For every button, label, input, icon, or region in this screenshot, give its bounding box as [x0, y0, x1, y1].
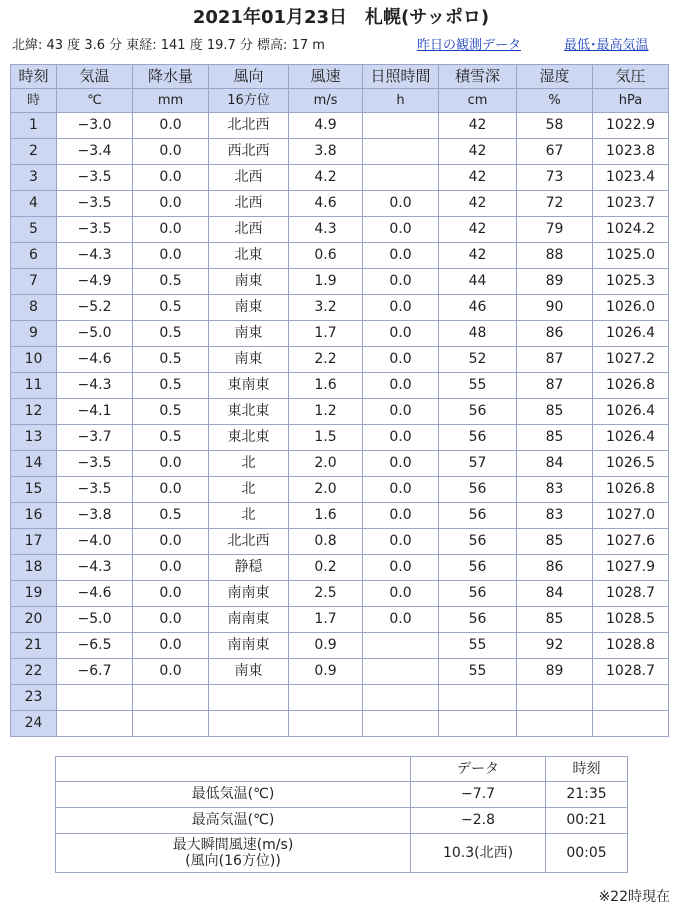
- cell-temperature: −3.5: [57, 451, 133, 477]
- footnote: ※22時現在: [598, 889, 670, 905]
- cell-sunshine: 0.0: [363, 581, 439, 607]
- cell-temperature: −4.3: [57, 243, 133, 269]
- cell-precipitation: 0.5: [133, 399, 209, 425]
- cell-temperature: −4.9: [57, 269, 133, 295]
- cell-sunshine: 0.0: [363, 347, 439, 373]
- cell-wind-direction: 北東: [209, 243, 289, 269]
- cell-snow-depth: [439, 711, 517, 737]
- cell-pressure: [593, 685, 669, 711]
- cell-pressure: 1028.5: [593, 607, 669, 633]
- summary-value: −2.8: [411, 808, 546, 834]
- cell-precipitation: 0.5: [133, 373, 209, 399]
- cell-humidity: 85: [517, 399, 593, 425]
- cell-temperature: −3.5: [57, 217, 133, 243]
- cell-precipitation: 0.0: [133, 529, 209, 555]
- cell-sunshine: 0.0: [363, 295, 439, 321]
- cell-snow-depth: 56: [439, 477, 517, 503]
- cell-wind-direction: 南南東: [209, 581, 289, 607]
- cell-hour: 4: [11, 191, 57, 217]
- cell-hour: 15: [11, 477, 57, 503]
- table-row: [11, 555, 669, 581]
- cell-wind-direction: 西北西: [209, 139, 289, 165]
- unit-row: [11, 89, 669, 113]
- cell-wind-speed: 1.2: [289, 399, 363, 425]
- summary-header-row: [56, 757, 628, 782]
- cell-wind-direction: 北北西: [209, 529, 289, 555]
- cell-hour: 10: [11, 347, 57, 373]
- cell-temperature: [57, 685, 133, 711]
- page-title: 2021年01月23日 札幌(サッポロ): [192, 7, 490, 28]
- table-row: [11, 659, 669, 685]
- cell-hour: 6: [11, 243, 57, 269]
- cell-sunshine: 0.0: [363, 607, 439, 633]
- cell-hour: 19: [11, 581, 57, 607]
- table-row: [11, 113, 669, 139]
- cell-temperature: −4.6: [57, 347, 133, 373]
- cell-temperature: −4.6: [57, 581, 133, 607]
- cell-humidity: 79: [517, 217, 593, 243]
- cell-humidity: 92: [517, 633, 593, 659]
- column-header-snow-depth: 積雪深: [439, 65, 517, 89]
- column-header-temperature: 気温: [57, 65, 133, 89]
- cell-snow-depth: 44: [439, 269, 517, 295]
- cell-humidity: 85: [517, 529, 593, 555]
- cell-pressure: 1028.7: [593, 581, 669, 607]
- cell-wind-speed: [289, 711, 363, 737]
- cell-wind-speed: 1.7: [289, 321, 363, 347]
- table-row: [11, 217, 669, 243]
- cell-wind-direction: 南東: [209, 321, 289, 347]
- table-row: [11, 581, 669, 607]
- cell-humidity: [517, 711, 593, 737]
- cell-humidity: 58: [517, 113, 593, 139]
- cell-humidity: 84: [517, 581, 593, 607]
- summary-header-blank: [56, 757, 411, 782]
- cell-wind-direction: 南東: [209, 295, 289, 321]
- cell-sunshine: 0.0: [363, 477, 439, 503]
- cell-snow-depth: 52: [439, 347, 517, 373]
- cell-sunshine: [363, 633, 439, 659]
- cell-snow-depth: 57: [439, 451, 517, 477]
- cell-hour: 3: [11, 165, 57, 191]
- column-header-pressure: 気圧: [593, 65, 669, 89]
- cell-wind-speed: 2.2: [289, 347, 363, 373]
- cell-wind-speed: 2.0: [289, 477, 363, 503]
- summary-row-max-temp: [56, 808, 628, 834]
- summary-header-time: 時刻: [546, 757, 628, 782]
- cell-pressure: 1026.4: [593, 321, 669, 347]
- cell-wind-speed: 0.9: [289, 633, 363, 659]
- cell-wind-direction: 南東: [209, 347, 289, 373]
- summary-label: 最低気温(℃): [56, 782, 411, 808]
- cell-wind-direction: 東北東: [209, 399, 289, 425]
- table-row: [11, 347, 669, 373]
- cell-temperature: −5.2: [57, 295, 133, 321]
- table-row: [11, 139, 669, 165]
- cell-temperature: −4.3: [57, 555, 133, 581]
- cell-sunshine: 0.0: [363, 529, 439, 555]
- cell-precipitation: 0.0: [133, 165, 209, 191]
- cell-pressure: 1027.9: [593, 555, 669, 581]
- cell-temperature: −3.5: [57, 191, 133, 217]
- column-header-humidity: 湿度: [517, 65, 593, 89]
- cell-sunshine: 0.0: [363, 191, 439, 217]
- summary-label: 最高気温(℃): [56, 808, 411, 834]
- column-header-sunshine: 日照時間: [363, 65, 439, 89]
- cell-hour: 18: [11, 555, 57, 581]
- cell-hour: 1: [11, 113, 57, 139]
- cell-precipitation: 0.5: [133, 269, 209, 295]
- cell-hour: 11: [11, 373, 57, 399]
- cell-precipitation: 0.0: [133, 555, 209, 581]
- cell-pressure: 1028.8: [593, 633, 669, 659]
- summary-time: 00:21: [546, 808, 628, 834]
- cell-snow-depth: 56: [439, 399, 517, 425]
- cell-hour: 7: [11, 269, 57, 295]
- cell-precipitation: 0.0: [133, 451, 209, 477]
- cell-wind-speed: 1.7: [289, 607, 363, 633]
- cell-temperature: −3.5: [57, 477, 133, 503]
- cell-humidity: 72: [517, 191, 593, 217]
- cell-precipitation: 0.0: [133, 139, 209, 165]
- column-header-wind-speed: 風速: [289, 65, 363, 89]
- cell-snow-depth: 42: [439, 139, 517, 165]
- table-row: [11, 633, 669, 659]
- cell-hour: 23: [11, 685, 57, 711]
- table-row: [11, 295, 669, 321]
- cell-sunshine: [363, 139, 439, 165]
- cell-wind-speed: 4.2: [289, 165, 363, 191]
- cell-wind-speed: 1.6: [289, 373, 363, 399]
- table-row: [11, 451, 669, 477]
- summary-value: −7.7: [411, 782, 546, 808]
- cell-pressure: 1027.6: [593, 529, 669, 555]
- cell-wind-speed: 4.6: [289, 191, 363, 217]
- min-max-temperature-link[interactable]: 最低･最高気温: [564, 38, 649, 53]
- table-row: [11, 191, 669, 217]
- cell-temperature: −3.7: [57, 425, 133, 451]
- table-row: [11, 399, 669, 425]
- cell-snow-depth: 55: [439, 373, 517, 399]
- table-row: [11, 607, 669, 633]
- cell-pressure: 1026.5: [593, 451, 669, 477]
- cell-hour: 5: [11, 217, 57, 243]
- cell-humidity: 89: [517, 659, 593, 685]
- cell-temperature: −5.0: [57, 607, 133, 633]
- cell-hour: 13: [11, 425, 57, 451]
- cell-pressure: 1023.7: [593, 191, 669, 217]
- cell-pressure: 1023.8: [593, 139, 669, 165]
- summary-time: 21:35: [546, 782, 628, 808]
- daily-summary-table: [55, 756, 628, 873]
- cell-snow-depth: 48: [439, 321, 517, 347]
- cell-humidity: 90: [517, 295, 593, 321]
- cell-pressure: 1024.2: [593, 217, 669, 243]
- cell-sunshine: 0.0: [363, 425, 439, 451]
- cell-temperature: −5.0: [57, 321, 133, 347]
- cell-wind-direction: 北西: [209, 217, 289, 243]
- cell-wind-speed: 0.6: [289, 243, 363, 269]
- summary-row-min-temp: [56, 782, 628, 808]
- cell-hour: 9: [11, 321, 57, 347]
- cell-pressure: 1028.7: [593, 659, 669, 685]
- table-row: [11, 685, 669, 711]
- unit-wind-speed: m/s: [289, 89, 363, 113]
- summary-row-max-gust: [56, 834, 628, 873]
- cell-snow-depth: 42: [439, 113, 517, 139]
- cell-precipitation: [133, 711, 209, 737]
- cell-wind-direction: 南東: [209, 659, 289, 685]
- cell-hour: 16: [11, 503, 57, 529]
- cell-pressure: 1026.8: [593, 373, 669, 399]
- cell-pressure: 1026.4: [593, 399, 669, 425]
- cell-snow-depth: 55: [439, 659, 517, 685]
- cell-precipitation: 0.0: [133, 607, 209, 633]
- summary-time: 00:05: [546, 834, 628, 873]
- cell-hour: 2: [11, 139, 57, 165]
- cell-sunshine: [363, 113, 439, 139]
- cell-precipitation: 0.0: [133, 477, 209, 503]
- cell-pressure: 1027.2: [593, 347, 669, 373]
- cell-humidity: 67: [517, 139, 593, 165]
- cell-snow-depth: 46: [439, 295, 517, 321]
- cell-sunshine: 0.0: [363, 321, 439, 347]
- cell-precipitation: 0.5: [133, 425, 209, 451]
- summary-header-data: データ: [411, 757, 546, 782]
- cell-pressure: 1026.8: [593, 477, 669, 503]
- cell-precipitation: 0.5: [133, 321, 209, 347]
- unit-wind-direction: 16方位: [209, 89, 289, 113]
- cell-sunshine: 0.0: [363, 451, 439, 477]
- cell-snow-depth: 56: [439, 607, 517, 633]
- station-info-bar: [12, 36, 670, 56]
- summary-label-gust: [56, 834, 411, 873]
- cell-humidity: 85: [517, 425, 593, 451]
- cell-snow-depth: 42: [439, 217, 517, 243]
- cell-snow-depth: 42: [439, 243, 517, 269]
- cell-wind-direction: 南東: [209, 269, 289, 295]
- cell-temperature: −6.7: [57, 659, 133, 685]
- cell-pressure: 1027.0: [593, 503, 669, 529]
- cell-sunshine: 0.0: [363, 503, 439, 529]
- table-row: [11, 503, 669, 529]
- cell-wind-speed: [289, 685, 363, 711]
- cell-precipitation: 0.0: [133, 633, 209, 659]
- cell-temperature: −4.3: [57, 373, 133, 399]
- table-row: [11, 321, 669, 347]
- cell-hour: 8: [11, 295, 57, 321]
- cell-humidity: 87: [517, 373, 593, 399]
- cell-hour: 24: [11, 711, 57, 737]
- cell-snow-depth: 56: [439, 555, 517, 581]
- unit-precipitation: mm: [133, 89, 209, 113]
- cell-humidity: 86: [517, 321, 593, 347]
- cell-humidity: 85: [517, 607, 593, 633]
- cell-sunshine: 0.0: [363, 269, 439, 295]
- cell-snow-depth: 42: [439, 165, 517, 191]
- cell-temperature: −4.1: [57, 399, 133, 425]
- cell-precipitation: 0.0: [133, 113, 209, 139]
- cell-wind-speed: 3.8: [289, 139, 363, 165]
- table-row: [11, 477, 669, 503]
- cell-snow-depth: 56: [439, 425, 517, 451]
- summary-label: 最大瞬間風速(m/s): [172, 837, 294, 853]
- cell-precipitation: 0.5: [133, 503, 209, 529]
- cell-hour: 12: [11, 399, 57, 425]
- cell-wind-speed: 1.5: [289, 425, 363, 451]
- cell-wind-speed: 4.3: [289, 217, 363, 243]
- cell-precipitation: 0.0: [133, 581, 209, 607]
- table-row: [11, 373, 669, 399]
- cell-sunshine: 0.0: [363, 399, 439, 425]
- cell-snow-depth: [439, 685, 517, 711]
- cell-sunshine: 0.0: [363, 243, 439, 269]
- table-row: [11, 425, 669, 451]
- station-coordinates: 北緯: 43 度 3.6 分 東経: 141 度 19.7 分 標高: 17 m: [12, 38, 325, 53]
- cell-snow-depth: 56: [439, 581, 517, 607]
- table-row: [11, 243, 669, 269]
- cell-precipitation: 0.0: [133, 217, 209, 243]
- cell-precipitation: 0.5: [133, 295, 209, 321]
- cell-sunshine: [363, 165, 439, 191]
- cell-pressure: 1022.9: [593, 113, 669, 139]
- table-row: [11, 165, 669, 191]
- cell-wind-direction: 北: [209, 451, 289, 477]
- cell-pressure: 1026.4: [593, 425, 669, 451]
- cell-wind-direction: 静穏: [209, 555, 289, 581]
- yesterday-data-link[interactable]: 昨日の観測データ: [417, 38, 522, 53]
- cell-pressure: 1023.4: [593, 165, 669, 191]
- cell-sunshine: [363, 711, 439, 737]
- cell-humidity: 83: [517, 477, 593, 503]
- table-row: [11, 529, 669, 555]
- cell-pressure: 1025.0: [593, 243, 669, 269]
- cell-wind-direction: [209, 685, 289, 711]
- cell-wind-speed: 0.9: [289, 659, 363, 685]
- cell-sunshine: 0.0: [363, 555, 439, 581]
- cell-wind-speed: 1.6: [289, 503, 363, 529]
- cell-wind-direction: 南南東: [209, 633, 289, 659]
- cell-humidity: 84: [517, 451, 593, 477]
- cell-sunshine: [363, 659, 439, 685]
- cell-wind-speed: 0.2: [289, 555, 363, 581]
- table-row: [11, 269, 669, 295]
- cell-wind-speed: 2.5: [289, 581, 363, 607]
- cell-precipitation: 0.0: [133, 243, 209, 269]
- cell-temperature: −3.5: [57, 165, 133, 191]
- cell-humidity: [517, 685, 593, 711]
- unit-snow-depth: cm: [439, 89, 517, 113]
- summary-value: 10.3(北西): [411, 834, 546, 873]
- unit-humidity: %: [517, 89, 593, 113]
- summary-label-sub: (風向(16方位)): [185, 853, 281, 869]
- cell-hour: 21: [11, 633, 57, 659]
- cell-wind-direction: 南南東: [209, 607, 289, 633]
- cell-pressure: [593, 711, 669, 737]
- cell-wind-speed: 4.9: [289, 113, 363, 139]
- cell-temperature: −6.5: [57, 633, 133, 659]
- table-row: [11, 711, 669, 737]
- cell-precipitation: 0.5: [133, 347, 209, 373]
- column-header-wind-direction: 風向: [209, 65, 289, 89]
- cell-humidity: 73: [517, 165, 593, 191]
- unit-temperature: ℃: [57, 89, 133, 113]
- cell-wind-speed: 0.8: [289, 529, 363, 555]
- cell-snow-depth: 55: [439, 633, 517, 659]
- cell-snow-depth: 56: [439, 503, 517, 529]
- cell-wind-speed: 3.2: [289, 295, 363, 321]
- cell-sunshine: [363, 685, 439, 711]
- unit-pressure: hPa: [593, 89, 669, 113]
- cell-pressure: 1025.3: [593, 269, 669, 295]
- cell-pressure: 1026.0: [593, 295, 669, 321]
- cell-hour: 17: [11, 529, 57, 555]
- cell-hour: 14: [11, 451, 57, 477]
- column-header-precipitation: 降水量: [133, 65, 209, 89]
- cell-wind-direction: 東北東: [209, 425, 289, 451]
- header-row: [11, 65, 669, 89]
- cell-wind-speed: 2.0: [289, 451, 363, 477]
- cell-precipitation: [133, 685, 209, 711]
- cell-wind-direction: 北北西: [209, 113, 289, 139]
- hourly-observation-table: [10, 64, 669, 737]
- cell-wind-direction: 北西: [209, 165, 289, 191]
- cell-wind-direction: [209, 711, 289, 737]
- cell-humidity: 88: [517, 243, 593, 269]
- cell-temperature: −3.4: [57, 139, 133, 165]
- cell-precipitation: 0.0: [133, 191, 209, 217]
- cell-humidity: 83: [517, 503, 593, 529]
- unit-sunshine: h: [363, 89, 439, 113]
- cell-temperature: −3.8: [57, 503, 133, 529]
- cell-snow-depth: 42: [439, 191, 517, 217]
- cell-temperature: −3.0: [57, 113, 133, 139]
- cell-sunshine: 0.0: [363, 217, 439, 243]
- cell-wind-speed: 1.9: [289, 269, 363, 295]
- cell-wind-direction: 北: [209, 477, 289, 503]
- column-header-hour: 時刻: [11, 65, 57, 89]
- cell-humidity: 89: [517, 269, 593, 295]
- cell-sunshine: 0.0: [363, 373, 439, 399]
- cell-wind-direction: 東南東: [209, 373, 289, 399]
- cell-wind-direction: 北: [209, 503, 289, 529]
- cell-temperature: −4.0: [57, 529, 133, 555]
- cell-humidity: 86: [517, 555, 593, 581]
- cell-humidity: 87: [517, 347, 593, 373]
- cell-precipitation: 0.0: [133, 659, 209, 685]
- cell-snow-depth: 56: [439, 529, 517, 555]
- cell-temperature: [57, 711, 133, 737]
- cell-hour: 22: [11, 659, 57, 685]
- cell-hour: 20: [11, 607, 57, 633]
- unit-hour: 時: [11, 89, 57, 113]
- cell-wind-direction: 北西: [209, 191, 289, 217]
